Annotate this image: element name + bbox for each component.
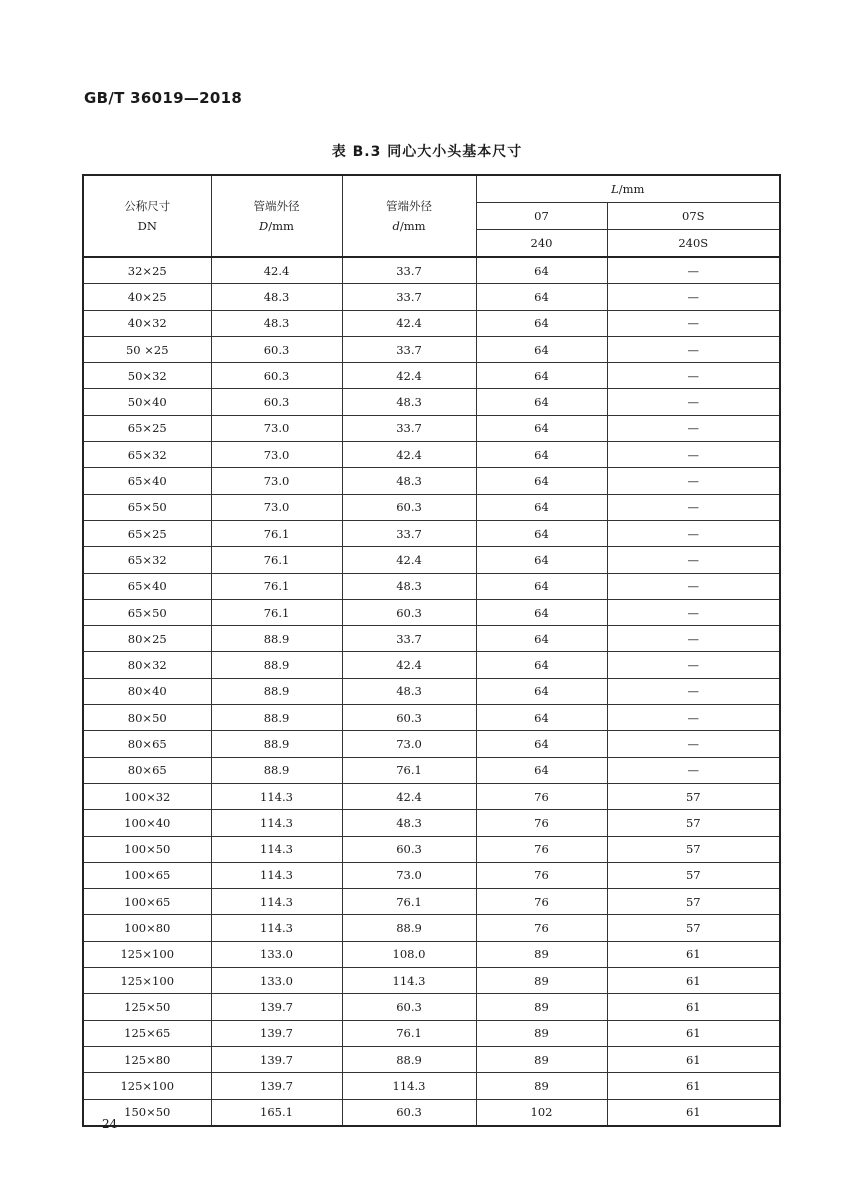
dn-cell: 65×40 xyxy=(83,573,211,599)
table-row xyxy=(83,678,780,704)
inner-d-cell: 42.4 xyxy=(342,442,476,468)
inner-d-cell: 33.7 xyxy=(342,415,476,441)
table-row xyxy=(83,310,780,336)
outer-d-cell: 73.0 xyxy=(211,442,342,468)
table-row xyxy=(83,1020,780,1046)
dn-cell: 65×32 xyxy=(83,547,211,573)
length-07s-cell: — xyxy=(607,284,780,310)
dn-cell: 80×65 xyxy=(83,731,211,757)
length-07s-cell: — xyxy=(607,310,780,336)
length-07s-cell: — xyxy=(607,520,780,546)
table-row xyxy=(83,731,780,757)
outer-d-cell: 42.4 xyxy=(211,257,342,284)
length-07s-cell: — xyxy=(607,442,780,468)
dn-header xyxy=(83,175,211,257)
outer-d-symbol: D xyxy=(259,219,269,233)
outer-d-cell: 114.3 xyxy=(211,836,342,862)
inner-d-cell: 48.3 xyxy=(342,810,476,836)
length-07s-cell: 57 xyxy=(607,889,780,915)
length-07-cell: 64 xyxy=(476,599,607,625)
outer-d-cell: 88.9 xyxy=(211,757,342,783)
dn-cell: 80×50 xyxy=(83,705,211,731)
length-07s-cell: — xyxy=(607,336,780,362)
outer-d-cell: 139.7 xyxy=(211,1046,342,1072)
outer-d-cell: 88.9 xyxy=(211,626,342,652)
length-07s-cell: 57 xyxy=(607,783,780,809)
length-07s-cell: 61 xyxy=(607,1099,780,1126)
length-07-cell: 89 xyxy=(476,941,607,967)
table-row xyxy=(83,836,780,862)
table-row xyxy=(83,783,780,809)
table-row xyxy=(83,442,780,468)
length-07-cell: 89 xyxy=(476,1020,607,1046)
length-07-cell: 64 xyxy=(476,573,607,599)
table-row xyxy=(83,889,780,915)
length-07-cell: 64 xyxy=(476,494,607,520)
dn-cell: 125×100 xyxy=(83,941,211,967)
length-07-cell: 64 xyxy=(476,705,607,731)
table-row xyxy=(83,284,780,310)
dn-cell: 65×50 xyxy=(83,599,211,625)
inner-d-cell: 60.3 xyxy=(342,994,476,1020)
inner-d-cell: 76.1 xyxy=(342,757,476,783)
inner-d-cell: 88.9 xyxy=(342,1046,476,1072)
length-07s-cell: — xyxy=(607,757,780,783)
dn-cell: 65×25 xyxy=(83,415,211,441)
table-title: 表 B.3 同心大小头基本尺寸 xyxy=(331,144,523,160)
dn-cell: 32×25 xyxy=(83,257,211,284)
length-07-cell: 76 xyxy=(476,915,607,941)
dn-cell: 50×40 xyxy=(83,389,211,415)
length-07s-cell: — xyxy=(607,652,780,678)
table-row xyxy=(83,994,780,1020)
length-07s-cell: 61 xyxy=(607,1046,780,1072)
table-row xyxy=(83,547,780,573)
inner-d-label: 管端外径 xyxy=(386,199,432,213)
table-row xyxy=(83,968,780,994)
inner-d-cell: 60.3 xyxy=(342,599,476,625)
length-07s-cell: 61 xyxy=(607,1073,780,1099)
length-07-cell: 76 xyxy=(476,862,607,888)
length-symbol: L xyxy=(611,182,619,196)
length-header xyxy=(476,175,780,203)
length-07-cell: 64 xyxy=(476,547,607,573)
length-07s-cell: 61 xyxy=(607,994,780,1020)
length-07s-cell: — xyxy=(607,547,780,573)
length-07s-cell: — xyxy=(607,705,780,731)
inner-d-cell: 42.4 xyxy=(342,363,476,389)
dn-cell: 125×100 xyxy=(83,1073,211,1099)
length-07s-cell: — xyxy=(607,494,780,520)
inner-d-cell: 108.0 xyxy=(342,941,476,967)
inner-d-cell: 33.7 xyxy=(342,257,476,284)
dn-cell: 80×25 xyxy=(83,626,211,652)
length-07s-cell: — xyxy=(607,468,780,494)
inner-d-cell: 48.3 xyxy=(342,389,476,415)
col-240-header: 240 xyxy=(476,230,607,258)
length-07-cell: 64 xyxy=(476,731,607,757)
table-row xyxy=(83,494,780,520)
dn-cell: 100×50 xyxy=(83,836,211,862)
table-row xyxy=(83,626,780,652)
length-07-cell: 76 xyxy=(476,889,607,915)
table-row xyxy=(83,705,780,731)
length-07-cell: 76 xyxy=(476,810,607,836)
length-07-cell: 64 xyxy=(476,678,607,704)
dn-cell: 65×25 xyxy=(83,520,211,546)
table-row xyxy=(83,363,780,389)
inner-d-cell: 60.3 xyxy=(342,1099,476,1126)
length-07-cell: 89 xyxy=(476,1046,607,1072)
dn-cell: 125×80 xyxy=(83,1046,211,1072)
table-row xyxy=(83,1099,780,1126)
length-07-cell: 64 xyxy=(476,363,607,389)
length-07s-cell: — xyxy=(607,415,780,441)
dimensions-table xyxy=(82,174,781,1127)
length-07s-cell: 57 xyxy=(607,836,780,862)
inner-d-cell: 48.3 xyxy=(342,468,476,494)
table-row xyxy=(83,810,780,836)
inner-d-cell: 33.7 xyxy=(342,626,476,652)
dn-cell: 40×25 xyxy=(83,284,211,310)
length-07-cell: 89 xyxy=(476,1073,607,1099)
inner-d-cell: 88.9 xyxy=(342,915,476,941)
outer-d-cell: 139.7 xyxy=(211,1020,342,1046)
inner-d-cell: 60.3 xyxy=(342,836,476,862)
length-07s-cell: — xyxy=(607,257,780,284)
table-row xyxy=(83,415,780,441)
inner-d-unit xyxy=(343,216,476,236)
page-number: 24 xyxy=(102,1117,118,1131)
table-row xyxy=(83,652,780,678)
table-row xyxy=(83,520,780,546)
inner-d-cell: 48.3 xyxy=(342,573,476,599)
outer-d-cell: 73.0 xyxy=(211,494,342,520)
length-07-cell: 64 xyxy=(476,284,607,310)
length-07s-cell: — xyxy=(607,573,780,599)
inner-d-cell: 42.4 xyxy=(342,652,476,678)
inner-d-cell: 42.4 xyxy=(342,310,476,336)
length-07-cell: 102 xyxy=(476,1099,607,1126)
table-row xyxy=(83,862,780,888)
dn-cell: 100×65 xyxy=(83,862,211,888)
dn-unit: DN xyxy=(137,219,157,233)
col-07s-header: 07S xyxy=(607,203,780,230)
outer-d-header xyxy=(211,175,342,257)
length-07s-cell: — xyxy=(607,363,780,389)
outer-d-cell: 88.9 xyxy=(211,705,342,731)
outer-d-cell: 73.0 xyxy=(211,468,342,494)
length-07-cell: 89 xyxy=(476,994,607,1020)
table-row xyxy=(83,757,780,783)
outer-d-cell: 139.7 xyxy=(211,994,342,1020)
length-07s-cell: — xyxy=(607,389,780,415)
outer-d-cell: 60.3 xyxy=(211,389,342,415)
length-07s-cell: 57 xyxy=(607,862,780,888)
dn-cell: 125×100 xyxy=(83,968,211,994)
dn-cell: 50 ×25 xyxy=(83,336,211,362)
length-07-cell: 64 xyxy=(476,336,607,362)
dn-cell: 40×32 xyxy=(83,310,211,336)
outer-d-cell: 165.1 xyxy=(211,1099,342,1126)
outer-d-cell: 114.3 xyxy=(211,810,342,836)
inner-d-cell: 76.1 xyxy=(342,1020,476,1046)
inner-d-cell: 73.0 xyxy=(342,862,476,888)
length-07-cell: 64 xyxy=(476,389,607,415)
dn-cell: 100×40 xyxy=(83,810,211,836)
inner-d-cell: 42.4 xyxy=(342,783,476,809)
outer-d-cell: 73.0 xyxy=(211,415,342,441)
outer-d-cell: 76.1 xyxy=(211,573,342,599)
standard-code: GB/T 36019—2018 xyxy=(84,89,243,107)
outer-d-label: 管端外径 xyxy=(253,199,300,213)
outer-d-cell: 88.9 xyxy=(211,652,342,678)
table-body xyxy=(83,257,780,1126)
dn-cell: 100×80 xyxy=(83,915,211,941)
length-07-cell: 76 xyxy=(476,783,607,809)
length-07s-cell: — xyxy=(607,678,780,704)
dn-cell: 125×50 xyxy=(83,994,211,1020)
col-240s-header: 240S xyxy=(607,230,780,258)
dn-cell: 100×32 xyxy=(83,783,211,809)
table-row xyxy=(83,1046,780,1072)
outer-d-cell: 76.1 xyxy=(211,599,342,625)
outer-d-cell: 60.3 xyxy=(211,363,342,389)
length-07-cell: 64 xyxy=(476,520,607,546)
dn-cell: 125×65 xyxy=(83,1020,211,1046)
inner-d-cell: 33.7 xyxy=(342,520,476,546)
outer-d-cell: 133.0 xyxy=(211,941,342,967)
inner-d-cell: 60.3 xyxy=(342,494,476,520)
outer-d-cell: 133.0 xyxy=(211,968,342,994)
length-07-cell: 64 xyxy=(476,415,607,441)
outer-d-cell: 76.1 xyxy=(211,547,342,573)
table-row xyxy=(83,468,780,494)
table-row xyxy=(83,941,780,967)
length-07s-cell: 57 xyxy=(607,915,780,941)
outer-d-cell: 114.3 xyxy=(211,862,342,888)
outer-d-cell: 114.3 xyxy=(211,915,342,941)
inner-d-cell: 33.7 xyxy=(342,336,476,362)
dn-cell: 80×65 xyxy=(83,757,211,783)
dn-cell: 65×40 xyxy=(83,468,211,494)
inner-d-unit-text: /mm xyxy=(399,219,426,233)
length-unit: /mm xyxy=(618,182,645,196)
inner-d-cell: 76.1 xyxy=(342,889,476,915)
outer-d-cell: 88.9 xyxy=(211,678,342,704)
inner-d-cell: 33.7 xyxy=(342,284,476,310)
table-row xyxy=(83,389,780,415)
outer-d-unit-text: /mm xyxy=(268,219,294,233)
inner-d-cell: 60.3 xyxy=(342,705,476,731)
outer-d-cell: 60.3 xyxy=(211,336,342,362)
inner-d-cell: 73.0 xyxy=(342,731,476,757)
col-07-header: 07 xyxy=(476,203,607,230)
outer-d-cell: 114.3 xyxy=(211,783,342,809)
length-07s-cell: 61 xyxy=(607,941,780,967)
table-row xyxy=(83,336,780,362)
table-row xyxy=(83,1073,780,1099)
inner-d-cell: 42.4 xyxy=(342,547,476,573)
length-07s-cell: 57 xyxy=(607,810,780,836)
outer-d-unit xyxy=(212,216,342,236)
dn-cell: 100×65 xyxy=(83,889,211,915)
inner-d-cell: 114.3 xyxy=(342,968,476,994)
dn-cell: 80×40 xyxy=(83,678,211,704)
length-07s-cell: 61 xyxy=(607,1020,780,1046)
dn-cell: 65×32 xyxy=(83,442,211,468)
outer-d-cell: 48.3 xyxy=(211,310,342,336)
length-07s-cell: — xyxy=(607,626,780,652)
length-07-cell: 64 xyxy=(476,310,607,336)
dn-cell: 65×50 xyxy=(83,494,211,520)
table-row xyxy=(83,915,780,941)
outer-d-cell: 139.7 xyxy=(211,1073,342,1099)
outer-d-cell: 88.9 xyxy=(211,731,342,757)
table-row xyxy=(83,573,780,599)
outer-d-cell: 48.3 xyxy=(211,284,342,310)
dn-cell: 150×50 xyxy=(83,1099,211,1126)
dn-cell: 50×32 xyxy=(83,363,211,389)
table-row xyxy=(83,599,780,625)
length-07s-cell: — xyxy=(607,599,780,625)
length-07-cell: 89 xyxy=(476,968,607,994)
length-07-cell: 76 xyxy=(476,836,607,862)
inner-d-header xyxy=(342,175,476,257)
dn-label: 公称尺寸 xyxy=(124,199,171,213)
table-row xyxy=(83,257,780,284)
header-row-top xyxy=(83,175,780,203)
length-07-cell: 64 xyxy=(476,652,607,678)
inner-d-cell: 114.3 xyxy=(342,1073,476,1099)
length-07-cell: 64 xyxy=(476,757,607,783)
outer-d-cell: 76.1 xyxy=(211,520,342,546)
inner-d-cell: 48.3 xyxy=(342,678,476,704)
dn-cell: 80×32 xyxy=(83,652,211,678)
length-07-cell: 64 xyxy=(476,626,607,652)
length-07s-cell: — xyxy=(607,731,780,757)
length-07-cell: 64 xyxy=(476,442,607,468)
outer-d-cell: 114.3 xyxy=(211,889,342,915)
length-07-cell: 64 xyxy=(476,257,607,284)
inner-d-symbol: d xyxy=(392,219,400,233)
length-07s-cell: 61 xyxy=(607,968,780,994)
length-07-cell: 64 xyxy=(476,468,607,494)
